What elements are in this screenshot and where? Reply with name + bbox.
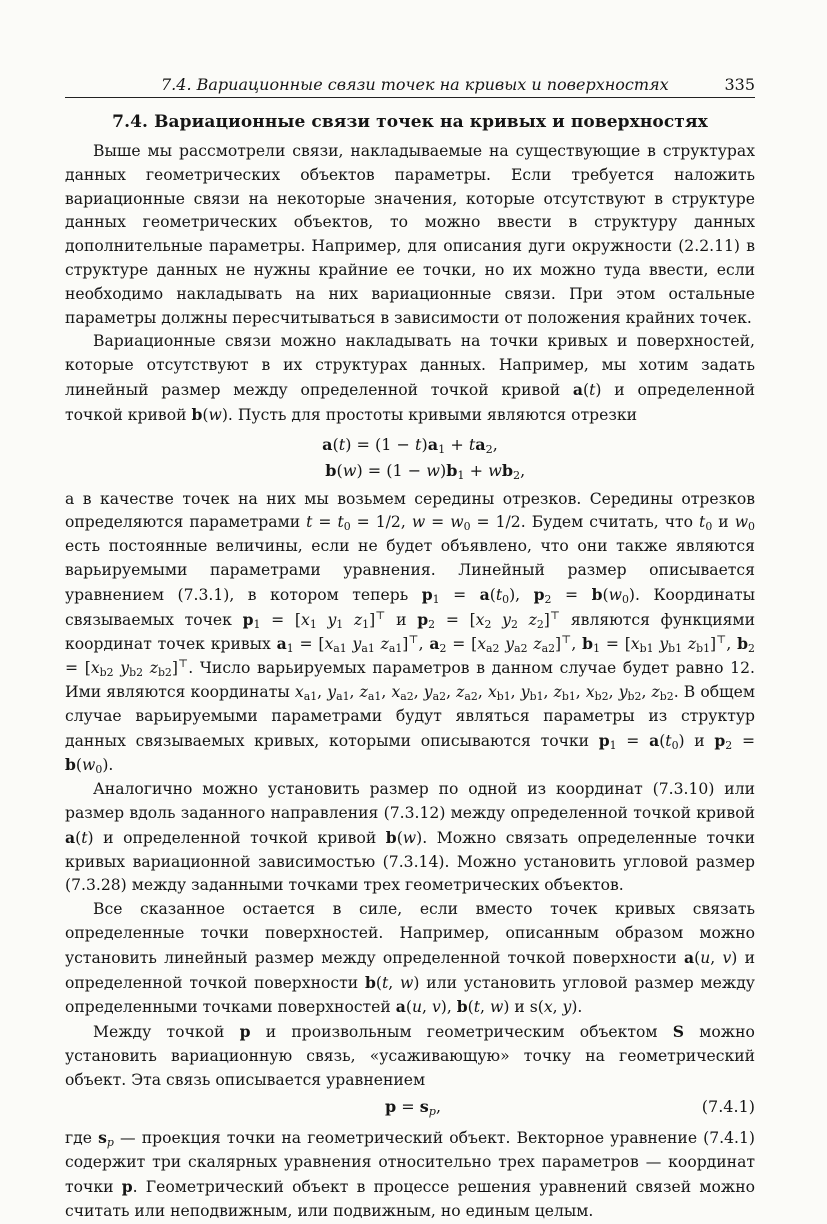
equation-7-4-1 [65, 1092, 755, 1126]
paragraph-2: Вариационные связи можно накладывать на точки кривых и поверхностей, которые отсутствуют в их структурах данных. Например, мы хотим задать линейный размер между определенной точкой кривой a(t) и определенной точкой кривой b(w). Пусть для простоты кривыми являются отрезки [65, 332, 755, 424]
equation-number: (7.4.1) [701, 1097, 755, 1117]
paragraph-7: где $s_p$ — проекция точки на геометрический объект. Векторное уравнение (7.4.1) содержит три скалярных уравнения относительно трех параметров — координат точки p. Геометрический объект в процессе решения уравнений связей можно считать или неподвижным, или подвижным, но единым целым. [65, 1128, 756, 1220]
section-heading: 7.4. Вариационные связи точек на кривых и поверхностях [112, 112, 708, 132]
paragraph-1: Выше мы рассмотрели связи, накладываемые на существующие в структурах данных геометрических объектов параметры. Если требуется наложить вариационные связи на некоторые значения, которые отсутствуют в структуре данных геометрических объектов, то можно ввести в структуру данных дополнительные параметры. Например, для описания дуги окружности (2.2.11) в структуре данных не нужны крайние ее точки, но их можно туда ввести, если необходимо накладывать на них вариационные связи. При этом остальные параметры должны пересчитываться в зависимости от положения крайних точек. [65, 142, 755, 327]
equation-body: $p = s_p$, [385, 1097, 442, 1119]
paragraph-3: а в качестве точек на них мы возьмем середины отрезков. Середины отрезков определяются параметрами $t = t_0 = 1/2$, $w = w_0 = 1/2$. Будем считать, что $t_0$ и $w_0$ есть постоянные величины, если не будет объявлено, что они также являются варьируемыми параметрами уравнения. Линейный размер описывается уравнением (7.3.1), в котором теперь $p_1 = a(t_0)$, $p_2 = b(w_0)$. Координаты связываемых точек $p_1 = [x_1$ $y_1$ $z_1]^⊤$ и $p_2 = [x_2$ $y_2$ $z_2]^⊤$ являются функциями координат точек кривых $a_1 = [x_{a1}$ $y_{a1}$ $z_{a1}]^⊤$, $a_2 = [x_{a2}$ $y_{a2}$ $z_{a2}]^⊤$, $b_1 = [x_{b1}$ $y_{b1}$ $z_{b1}]^⊤$, $b_2 = [x_{b2}$ $y_{b2}$ $z_{b2}]^⊤$. Число варьируемых параметров в данном случае будет равно 12. Ими являются координаты $x_{a1}$, $y_{a1}$, $z_{a1}$, $x_{a2}$, $y_{a2}$, $z_{a2}$, $x_{b1}$, $y_{b1}$, $z_{b1}$, $x_{b2}$, $y_{b2}$, $z_{b2}$. В общем случае варьируемыми параметрами будут являться параметры из структур данных связываемых кривых, которыми описываются точки $p_1 = a(t_0)$ и $p_2 = b(w_0)$. [65, 489, 756, 777]
running-title: 7.4. Вариационные связи точек на кривых и поверхностях [161, 75, 669, 94]
segment-equations: $a(t) = (1 - t)a_1 + ta_2$, $b(w) = (1 - w)b_1 + wb_2$, [322, 434, 526, 482]
running-header [65, 72, 755, 98]
paragraph-5: Все сказанное остается в силе, если вместо точек кривых связать определенные точки поверхностей. Например, описанным образом можно установить линейный размер между определенной точкой поверхности a(u, v) и определенной точкой поверхности b(t, w) или установить угловой размер между определенными точками поверхностей a(u, v), b(t, w) и s(x, y). [65, 900, 755, 1017]
book-page [65, 72, 755, 1224]
paragraph-4: Аналогично можно установить размер по одной из координат (7.3.10) или размер вдоль заданного направления (7.3.12) между определенной точкой кривой a(t) и определенной точкой кривой b(w). Можно связать определенные точки кривых вариационной зависимостью (7.3.14). Можно установить угловой размер (7.3.28) между заданными точками трех геометрических объектов. [65, 780, 755, 895]
paragraph-6: Между точкой p и произвольным геометрическим объектом S можно установить вариационную связь, «усаживающую» точку на геометрический объект. Эта связь описывается уравнением [65, 1022, 755, 1089]
page-number: 335 [724, 75, 755, 94]
